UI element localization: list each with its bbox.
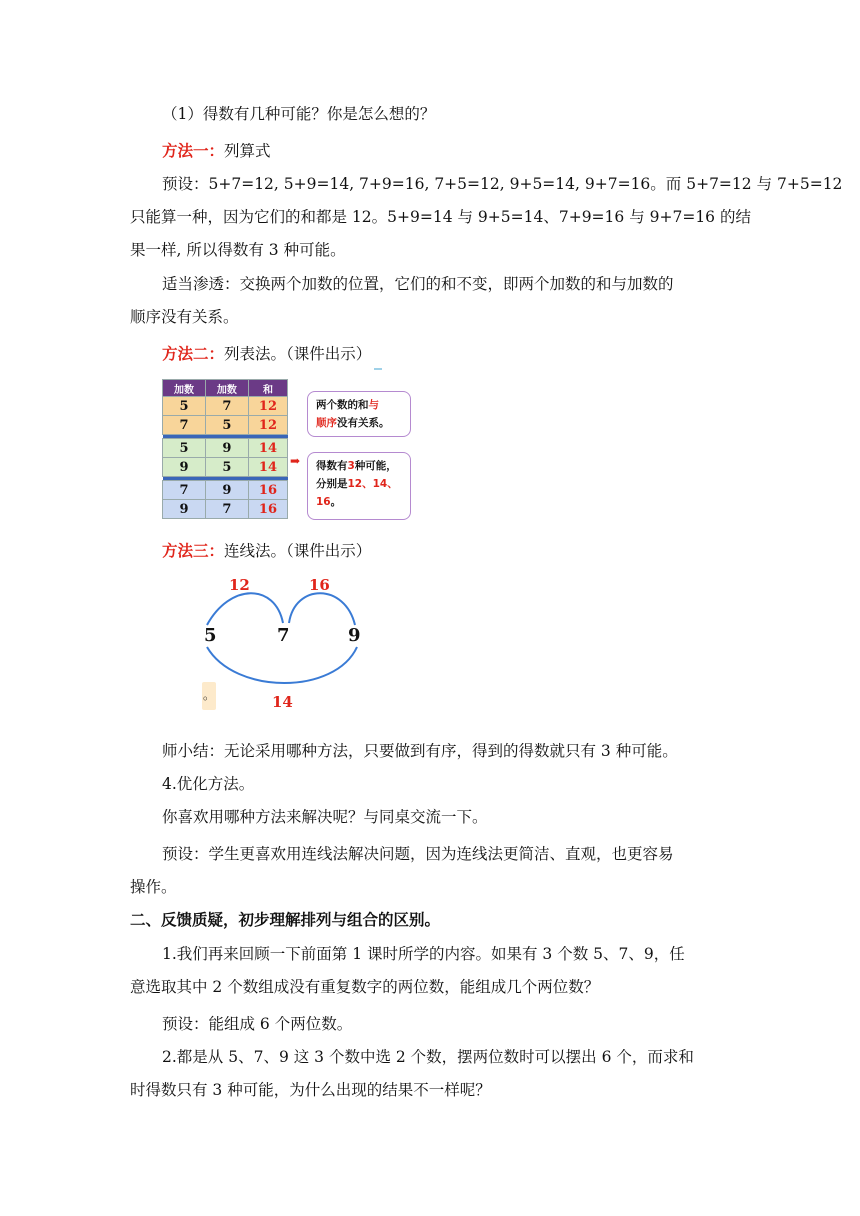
- table-row: [163, 439, 288, 458]
- table-cell: 9: [163, 500, 206, 519]
- table-cell: 12: [248, 397, 287, 416]
- callout-text: 两个数的和: [316, 399, 369, 411]
- method-1-label: 方法一：: [162, 141, 225, 160]
- table-row: [163, 458, 288, 477]
- section-2-heading: 二、反馈质疑，初步理解排列与组合的区别。: [130, 910, 441, 929]
- arc-5-7: [207, 593, 283, 625]
- para-2-line-1: 适当渗透：交换两个加数的位置，它们的和不变，即两个加数的和与加数的: [162, 275, 674, 293]
- method-1-text: 列算式: [224, 142, 271, 160]
- table-cell: 16: [248, 481, 287, 500]
- table-cell: 9: [205, 439, 248, 458]
- table-row: [163, 397, 288, 416]
- callout-highlight: 12、14、: [347, 478, 398, 490]
- number-7: 7: [277, 625, 290, 646]
- callout-highlight: 3: [347, 460, 355, 472]
- method-3-text: 连线法。（课件出示）: [224, 542, 372, 560]
- callout-text: 没有关系。: [337, 417, 390, 429]
- arc-7-9: [289, 593, 355, 625]
- table-cell: 7: [205, 500, 248, 519]
- para-preset-line-2: 操作。: [130, 878, 177, 896]
- question-1: （1）得数有几种可能？你是怎么想的？: [162, 105, 436, 123]
- right-arrow-icon: ➡: [290, 454, 301, 468]
- callout-text: 种可能，: [354, 460, 397, 472]
- table-row: [163, 416, 288, 435]
- table-cell: 14: [248, 458, 287, 477]
- para-review-line-2: 意选取其中 2 个数组成没有重复数字的两位数，能组成几个两位数？: [130, 978, 600, 996]
- table-cell: 9: [205, 481, 248, 500]
- table-cell: 7: [163, 481, 206, 500]
- para-preset-line-1: 预设：学生更喜欢用连线法解决问题，因为连线法更简洁、直观，也更容易: [162, 845, 674, 863]
- para-discuss: 你喜欢用哪种方法来解决呢？与同桌交流一下。: [162, 808, 488, 826]
- sum-16: 16: [309, 576, 330, 594]
- para-1-line-1: 预设：5+7=12, 5+9=14, 7+9=16, 7+5=12, 9+5=14, 9+7=16。而 5+7=12 与 7+5=12: [162, 175, 843, 193]
- table-header: 和: [248, 380, 287, 397]
- table-cell: 5: [205, 416, 248, 435]
- callout-highlight: 顺序: [316, 417, 337, 429]
- table-cell: 9: [163, 458, 206, 477]
- callout-highlight: 16: [316, 496, 331, 508]
- period-mark: 。: [202, 682, 216, 710]
- addition-table: [162, 379, 288, 519]
- decorative-dash: [374, 368, 382, 370]
- table-row: [163, 500, 288, 519]
- para-1-line-3: 果一样, 所以得数有 3 种可能。: [130, 241, 346, 259]
- table-cell: 7: [163, 416, 206, 435]
- table-row: [163, 481, 288, 500]
- callout-highlight: 与: [368, 399, 379, 411]
- callout-order: [307, 391, 411, 437]
- callout-text: 。: [330, 496, 342, 508]
- arc-5-9: [207, 647, 357, 683]
- number-5: 5: [204, 625, 217, 646]
- step-4-heading: 4.优化方法。: [162, 775, 255, 793]
- table-cell: 7: [205, 397, 248, 416]
- para-review-line-1: 1.我们再来回顾一下前面第 1 课时所学的内容。如果有 3 个数 5、7、9，任: [162, 945, 685, 963]
- table-cell: 14: [248, 439, 287, 458]
- number-9: 9: [348, 625, 361, 646]
- callout-results: [307, 452, 411, 520]
- method-3-label: 方法三：: [162, 541, 225, 560]
- table-cell: 5: [205, 458, 248, 477]
- table-cell: 12: [248, 416, 287, 435]
- table-cell: 5: [163, 397, 206, 416]
- table-cell: 5: [163, 439, 206, 458]
- callout-text: 分别是: [316, 478, 348, 490]
- method-2-heading: [162, 343, 371, 365]
- para-preset-6: 预设：能组成 6 个两位数。: [162, 1015, 353, 1033]
- callout-text: 得数有: [316, 460, 348, 472]
- table-header: 加数: [163, 380, 206, 397]
- sum-14: 14: [272, 693, 293, 711]
- method-1-heading: [162, 140, 271, 162]
- para-1-line-2: 只能算一种，因为它们的和都是 12。5+9=14 与 9+5=14、7+9=16 与 9+7=16 的结: [130, 208, 751, 226]
- teacher-summary: 师小结：无论采用哪种方法，只要做到有序，得到的得数就只有 3 种可能。: [162, 742, 678, 760]
- table-header: 加数: [205, 380, 248, 397]
- method-2-label: 方法二：: [162, 344, 225, 363]
- sum-12: 12: [229, 576, 250, 594]
- para-compare-line-1: 2.都是从 5、7、9 这 3 个数中选 2 个数，摆两位数时可以摆出 6 个，而求和: [162, 1048, 694, 1066]
- para-compare-line-2: 时得数只有 3 种可能，为什么出现的结果不一样呢？: [130, 1081, 491, 1099]
- table-cell: 16: [248, 500, 287, 519]
- method-3-heading: [162, 540, 371, 562]
- para-2-line-2: 顺序没有关系。: [130, 308, 239, 326]
- method-2-text: 列表法。（课件出示）: [224, 345, 372, 363]
